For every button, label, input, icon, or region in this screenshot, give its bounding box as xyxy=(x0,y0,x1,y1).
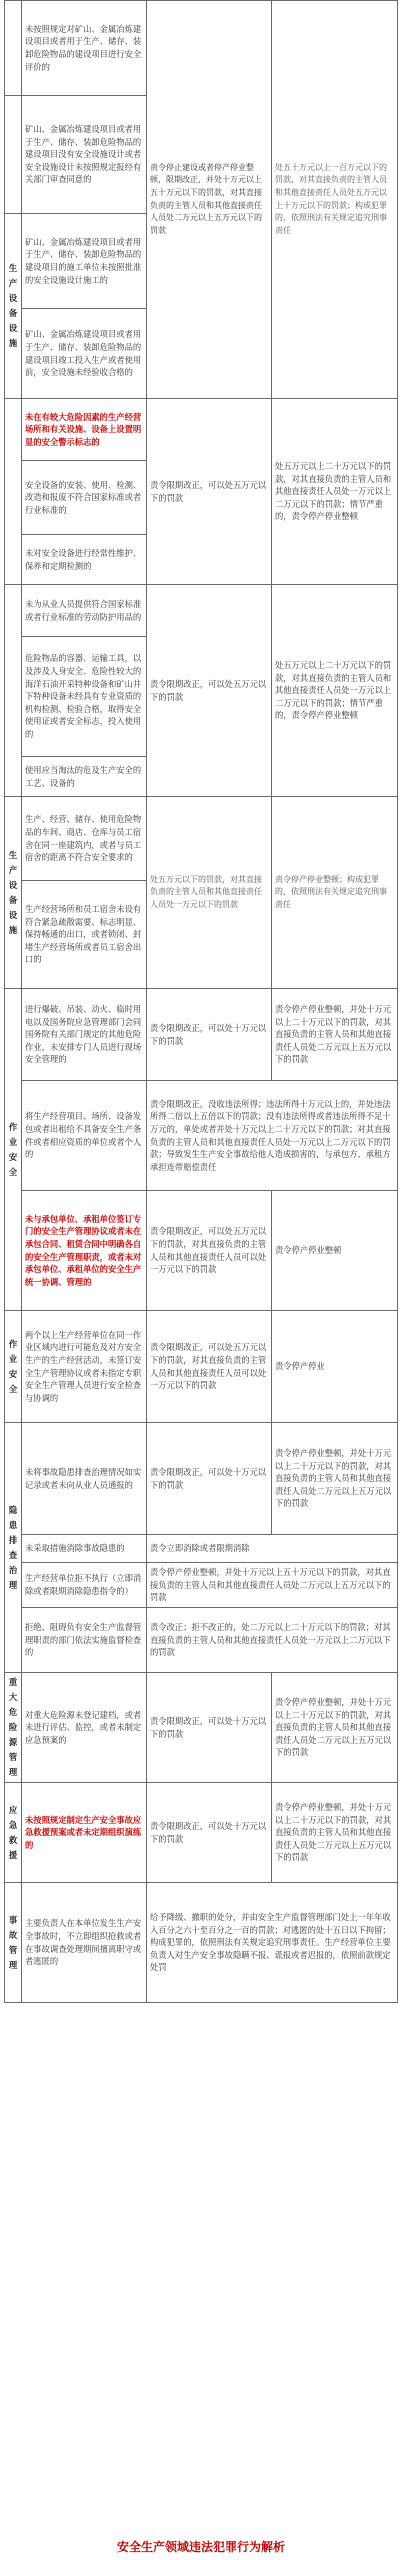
table-row xyxy=(5,1673,398,1783)
category-cell: 重大危险源管理 xyxy=(5,1673,22,1783)
penalty-cell: 处五万元以下的罚款，对其直接负责的主管人员和其他直接责任人员处一万元以下的罚款 xyxy=(147,797,272,989)
behavior-cell: 未采取措施消除事故隐患的 xyxy=(22,1535,147,1563)
behavior-cell: 矿山、金属冶炼建设项目或者用于生产、储存、装卸危险物品的建设项目没有安全设施设计或者安全设施设计未按照规定报经有关部门审查同意的 xyxy=(22,96,147,214)
penalty-cell: 责令限期改正，没收违法所得；违法所得十万元以上的，并处违法所得二倍以上五倍以下的罚款；没有违法所得或者违法所得不足十万元的，单处或者并处十万元以上二十万元以下的罚款；对其直接负责的主管人员和其他直接责任人员处一万元以上二万元以下的罚款；导致发生生产安全事故给他人造成损害的，与承包方、承租方承担连带赔偿责任 xyxy=(147,1081,398,1191)
penalty-cell: 责令停止建设或者停产停业整顿，限期改正，并处十万元以上五十万元以下的罚款，对其直接负责的主管人员和其他直接责任人员处二万元以上五万元以下的罚款 xyxy=(147,1,272,399)
table-row xyxy=(5,1081,398,1191)
category-cell: 事故管理 xyxy=(5,1883,22,2003)
table-row xyxy=(5,1883,398,2003)
closure-cell: 责令停产停业 xyxy=(272,1311,398,1423)
table-row xyxy=(5,1608,398,1673)
behavior-cell: 未将事故隐患排查治理情况如实记录或者未向从业人员通报的 xyxy=(22,1423,147,1535)
closure-cell: 责令停产停业整顿 xyxy=(272,1191,398,1311)
closure-cell: 责令停产停业整顿，并处十万元以上二十万元以下的罚款，对其直接负责的主管人员和其他直接责任人员处二万元以上五万元以下的罚款 xyxy=(272,1673,398,1783)
behavior-cell: 生产、经营、储存、使用危险物品的车间、商店、仓库与员工宿舍在同一座建筑内，或者与员工宿舍的距离不符合安全要求的 xyxy=(22,797,147,881)
penalty-cell: 给予降级、撤职的处分，并由安全生产监督管理部门处上一年年收入百分之六十至百分之一百的罚款；对逃匿的处十五日以下拘留；构成犯罪的，依照刑法有关规定追究刑事责任。生产经营单位主要负责人对生产安全事故隐瞒不报、谎报或者迟报的，依照前款规定处罚 xyxy=(147,1883,398,2003)
penalty-cell: 责令限期改正，可以处十万元以下的罚款 xyxy=(147,989,272,1081)
category-cell: 生产设备设施 xyxy=(5,214,22,399)
table-row xyxy=(5,797,398,881)
table-row xyxy=(5,1563,398,1608)
closure-cell: 责令停产停业整顿；构成犯罪的，依照刑法有关规定追究刑事责任 xyxy=(272,797,398,989)
behavior-cell xyxy=(22,1311,147,1423)
behavior-cell: 未为从业人员提供符合国家标准或者行业标准的劳动防护用品的 xyxy=(22,585,147,637)
behavior-cell: 矿山、金属冶炼建设项目或者用于生产、储存、装卸危险物品的建设项目竣工投入生产或者使用前，安全设施未经验收合格的 xyxy=(22,309,147,399)
category-cell xyxy=(5,96,22,214)
penalty-cell: 责令立即消除或者限期消除 xyxy=(147,1535,398,1563)
behavior-cell: 危险物品的容器、运输工具，以及涉及人身安全、危险性较大的海洋石油开采特种设备和矿山井下特种设备未经具有专业资质的机构检测、检验合格，取得安全使用证或者安全标志，投入使用的 xyxy=(22,637,147,757)
behavior-cell: 对重大危险源未登记建档，或者未进行评估、监控，或者未制定应急预案的 xyxy=(22,1673,147,1783)
table-row xyxy=(5,1191,398,1311)
closure-cell: 处五十万元以上一百万元以下的罚款，对其直接负责的主管人员和其他直接责任人员处五万元以上十万元以下的罚款；构成犯罪的，依照刑法有关规定追究刑事责任 xyxy=(272,1,398,399)
penalty-cell: 责令限期改正，可以处五万元以下的罚款，对其直接负责的主管人员和其他直接责任人员可以处一万元以下的罚款 xyxy=(147,1311,272,1423)
table-row xyxy=(5,989,398,1081)
penalty-cell: 责令限期改正，可以处五万元以下的罚款 xyxy=(147,399,272,585)
closure-cell: 处五万元以上二十万元以下的罚款，对其直接负责的主管人员和其他直接责任人员处一万元以上二万元以下的罚款；情节严重的，责令停产停业整顿 xyxy=(272,585,398,797)
category-cell xyxy=(5,585,22,797)
table-row xyxy=(5,399,398,461)
behavior-cell: 未对安全设备进行经常性维护、保养和定期检测的 xyxy=(22,535,147,585)
penalty-cell: 责令限期改正，可以处五万元以下的罚款，对其直接负责的主管人员和其他直接责任人员可以处一万元以下的罚款 xyxy=(147,1191,272,1311)
behavior-cell: 主要负责人在本单位发生生产安全事故时，不立即组织抢救或者在事故调查处理期间擅离职守或者逃匿的 xyxy=(22,1883,147,2003)
behavior-cell: 进行爆破、吊装、动火、临时用电以及国务院应急管理部门会同国务院有关部门规定的其他危险作业，未安排专门人员进行现场安全管理的 xyxy=(22,989,147,1081)
behavior-cell: 将生产经营项目、场所、设备发包或者出租给不具备安全生产条件或者相应资质的单位或者个人的 xyxy=(22,1081,147,1191)
table-row xyxy=(5,1,398,96)
table-row xyxy=(5,1311,398,1423)
behavior-cell: 安全设备的安装、使用、检测、改造和报废不符合国家标准或者行业标准的 xyxy=(22,461,147,535)
behavior-text: 两个以上生产经营单位在同一作业区域内进行可能危及对方安全生产的生产经营活动，未签订安全生产管理协议或者未指定专职安全生产管理人员进行安全检查与协调的 xyxy=(25,1329,142,1403)
behavior-cell: 未与承包单位、承租单位签订专门的安全生产管理协议或者未在承包合同、租赁合同中明确各自的安全生产管理职责，或者未对承包单位、承租单位的安全生产统一协调、管理的 xyxy=(22,1191,147,1311)
behavior-cell: 生产经营场所和员工宿舍未设有符合紧急疏散需要、标志明显、保持畅通的出口，或者锁闭、封堵生产经营场所或者员工宿舍出口的 xyxy=(22,881,147,989)
table-row xyxy=(5,1423,398,1535)
table-row xyxy=(5,1535,398,1563)
closure-cell: 处五万元以上二十万元以下的罚款，对其直接负责的主管人员和其他直接责任人员处一万元以上二万元以下的罚款；情节严重的，责令停产停业整顿 xyxy=(272,399,398,585)
category-cell: 生产设备设施 xyxy=(5,797,22,989)
category-cell: 应急救援 xyxy=(5,1783,22,1883)
closure-cell: 责令停产停业整顿，并处十万元以上二十万元以下的罚款，对其直接负责的主管人员和其他直接责任人员处二万元以上五万元以下的罚款 xyxy=(272,989,398,1081)
behavior-cell: 拒绝、阻碍负有安全生产监督管理职责的部门依法实施监督检查的 xyxy=(22,1608,147,1673)
violations-table xyxy=(4,0,398,2003)
behavior-cell: 未在有较大危险因素的生产经营场所和有关设施、设备上设置明显的安全警示标志的 xyxy=(22,399,147,461)
penalty-cell: 责令改正；拒不改正的，处二万元以上二十万元以下的罚款；对其直接负责的主管人员和其他直接责任人员处一万元以上二万元以下的罚款 xyxy=(147,1608,398,1673)
penalty-cell: 责令限期改正，可以处十万元以下的罚款 xyxy=(147,1673,272,1783)
category-cell xyxy=(5,399,22,585)
table-row xyxy=(5,1783,398,1883)
behavior-cell: 矿山、金属冶炼建设项目或者用于生产、储存、装卸危险物品的建设项目的施工单位未按照批准的安全设施设计施工的 xyxy=(22,214,147,309)
closure-cell: 责令停产停业整顿，并处十万元以上二十万元以下的罚款，对其直接负责的主管人员和其他直接责任人员处二万元以上五万元以下的罚款 xyxy=(272,1783,398,1883)
category-cell xyxy=(5,1,22,96)
category-cell: 作业安全 xyxy=(5,989,22,1311)
table-row xyxy=(5,585,398,637)
behavior-cell: 未按照规定制定生产安全事故应急救援预案或者未定期组织演练的 xyxy=(22,1783,147,1883)
category-cell: 隐患排查治理 xyxy=(5,1423,22,1673)
behavior-cell: 未按照规定对矿山、金属冶炼建设项目或者用于生产、储存、装卸危险物品的建设项目进行安全评价的 xyxy=(22,1,147,96)
penalty-cell: 责令限期改正，可以处十万元以下的罚款 xyxy=(147,1783,272,1883)
closure-cell: 责令停产停业整顿，并处十万元以上二十万元以下的罚款，对其直接负责的主管人员和其他直接责任人员处二万元以上五万元以下的罚款 xyxy=(272,1423,398,1535)
footer-title: 安全生产领域违法犯罪行为解析 xyxy=(116,2540,285,2554)
behavior-cell: 使用应当淘汰的危及生产安全的工艺、设备的 xyxy=(22,757,147,797)
penalty-cell: 责令限期改正，可以处十万元以下的罚款 xyxy=(147,1423,272,1535)
behavior-cell: 生产经营单位拒不执行（立即消除或者限期消除隐患指令的） xyxy=(22,1563,147,1608)
penalty-cell: 责令停产停业整顿，并处十万元以上五十万元以下的罚款，对其直接负责的主管人员和其他直接责任人员处二万元以上五万元以下的罚款 xyxy=(147,1563,398,1608)
category-cell: 作业安全 xyxy=(5,1311,22,1423)
penalty-cell: 责令限期改正，可以处五万元以下的罚款 xyxy=(147,585,272,797)
